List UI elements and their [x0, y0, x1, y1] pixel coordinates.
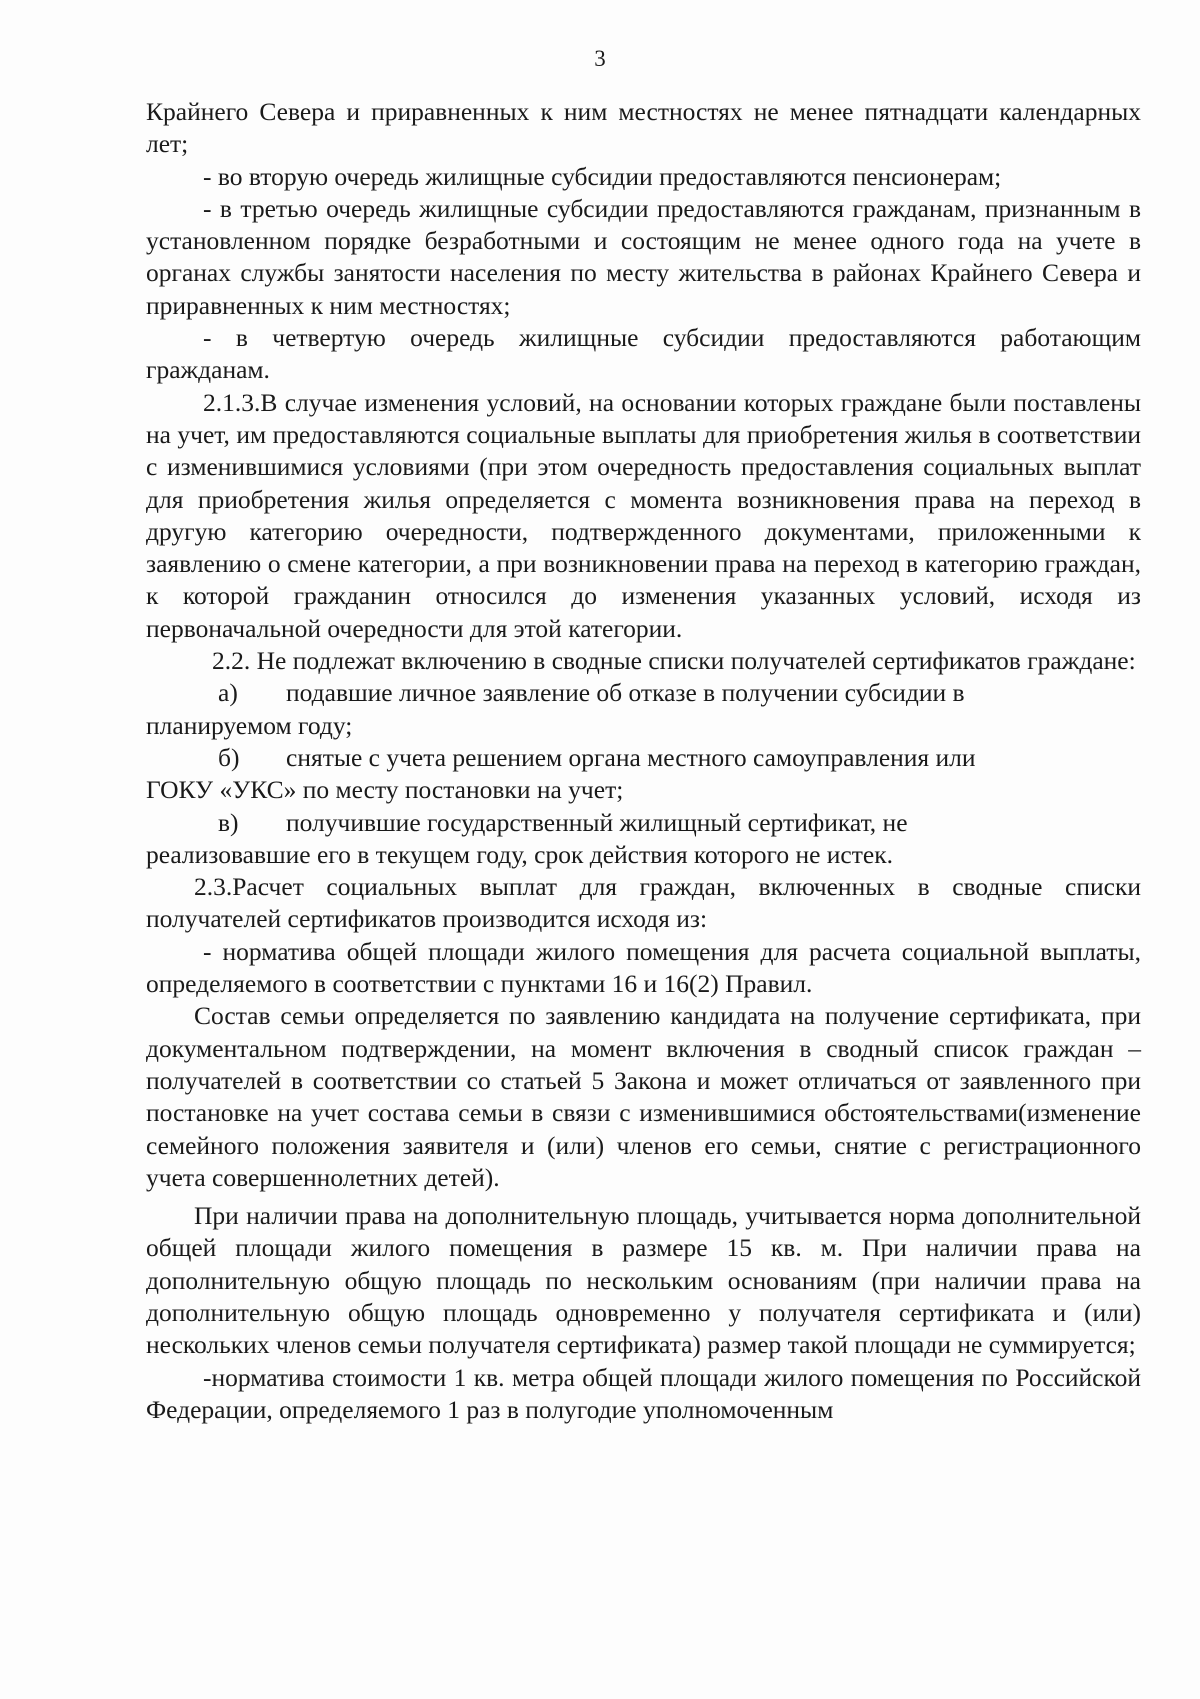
paragraph-additional-area: При наличии права на дополнительную площадь, учитывается норма дополнительной общей площади жилого помещения в размере 15 кв. м. При наличии права на дополнительную общую площадь по нескольким основаниям (при наличии права на дополнительную общую площадь одновременно у получателя сертификата и (или) нескольких членов семьи получателя сертификата) размер такой площади не суммируется; — [146, 1201, 1141, 1360]
list-item-b — [146, 742, 1141, 807]
document-body — [146, 96, 1141, 1426]
list-item-a-first-line: подавшие личное заявление об отказе в получении субсидии в — [286, 678, 965, 708]
paragraph-area-norm: - норматива общей площади жилого помещения для расчета социальной выплаты, определяемого в соответствии с пунктами 16 и 16(2) Правил. — [146, 936, 1141, 999]
list-marker-b: б) — [218, 742, 240, 772]
paragraph-2-3: 2.3.Расчет социальных выплат для граждан, включенных в сводные списки получателей сертификатов производится исходя из: — [146, 872, 1141, 934]
paragraph-second-priority: - во вторую очередь жилищные субсидии предоставляются пенсионерам; — [203, 161, 1002, 191]
list-marker-a: а) — [218, 678, 238, 708]
list-marker-v: в) — [218, 807, 239, 837]
paragraph-family-composition: Состав семьи определяется по заявлению кандидата на получение сертификата, при документальном подтверждении, на момент включения в сводный список граждан – получателей в соответствии со статьей 5 Закона и может отличаться от заявленного при постановке на учет состава семьи в связи с изменившимися обстоятельствами(изменение семейного положения заявителя и (или) членов его семьи, снятие с регистрационного учета совершеннолетних детей). — [146, 1001, 1141, 1192]
list-item-v — [146, 807, 1141, 872]
page-number: 3 — [594, 46, 606, 71]
list-item-a — [146, 677, 1141, 742]
list-item-b-first-line: снятые с учета решением органа местного самоуправления или — [286, 742, 976, 772]
list-item-v-first-line: получившие государственный жилищный сертификат, не — [286, 807, 908, 837]
list-item-a-continuation: планируемом году; — [146, 710, 353, 740]
paragraph-cost-norm: -норматива стоимости 1 кв. метра общей площади жилого помещения по Российской Федерации, определяемого 1 раз в полугодие уполномоченным — [146, 1362, 1141, 1424]
paragraph-third-priority: - в третью очередь жилищные субсидии предоставляются гражданам, признанным в установленном порядке безработными и состоящим не менее одного года на учете в органах службы занятости населения по месту жительства в районах Крайнего Севера и приравненных к ним местностях; — [146, 193, 1141, 320]
paragraph-2-2: 2.2. Не подлежат включению в сводные списки получателей сертификатов граждане: — [212, 646, 1136, 676]
paragraph-continuation: Крайнего Севера и приравненных к ним местностях не менее пятнадцати календарных лет; — [146, 97, 1141, 159]
list-item-b-continuation: ГОКУ «УКС» по месту постановки на учет; — [146, 775, 624, 805]
list-item-v-continuation: реализовавшие его в текущем году, срок действия которого не истек. — [146, 839, 893, 869]
paragraph-fourth-priority: - в четвертую очередь жилищные субсидии предоставляются работающим гражданам. — [146, 323, 1141, 385]
paragraph-2-1-3: 2.1.3.В случае изменения условий, на основании которых граждане были поставлены на учет, им предоставляются социальные выплаты для приобретения жилья в соответствии с изменившимися условиями (при этом очередность предоставления социальных выплат для приобретения жилья определяется с момента возникновения права на переход в другую категорию очередности, подтвержденного документами, приложенными к заявлению о смене категории, а при возникновении права на переход в категорию граждан, к которой гражданин относился до изменения указанных условий, исходя из первоначальной очередности для этой категории. — [146, 387, 1141, 643]
